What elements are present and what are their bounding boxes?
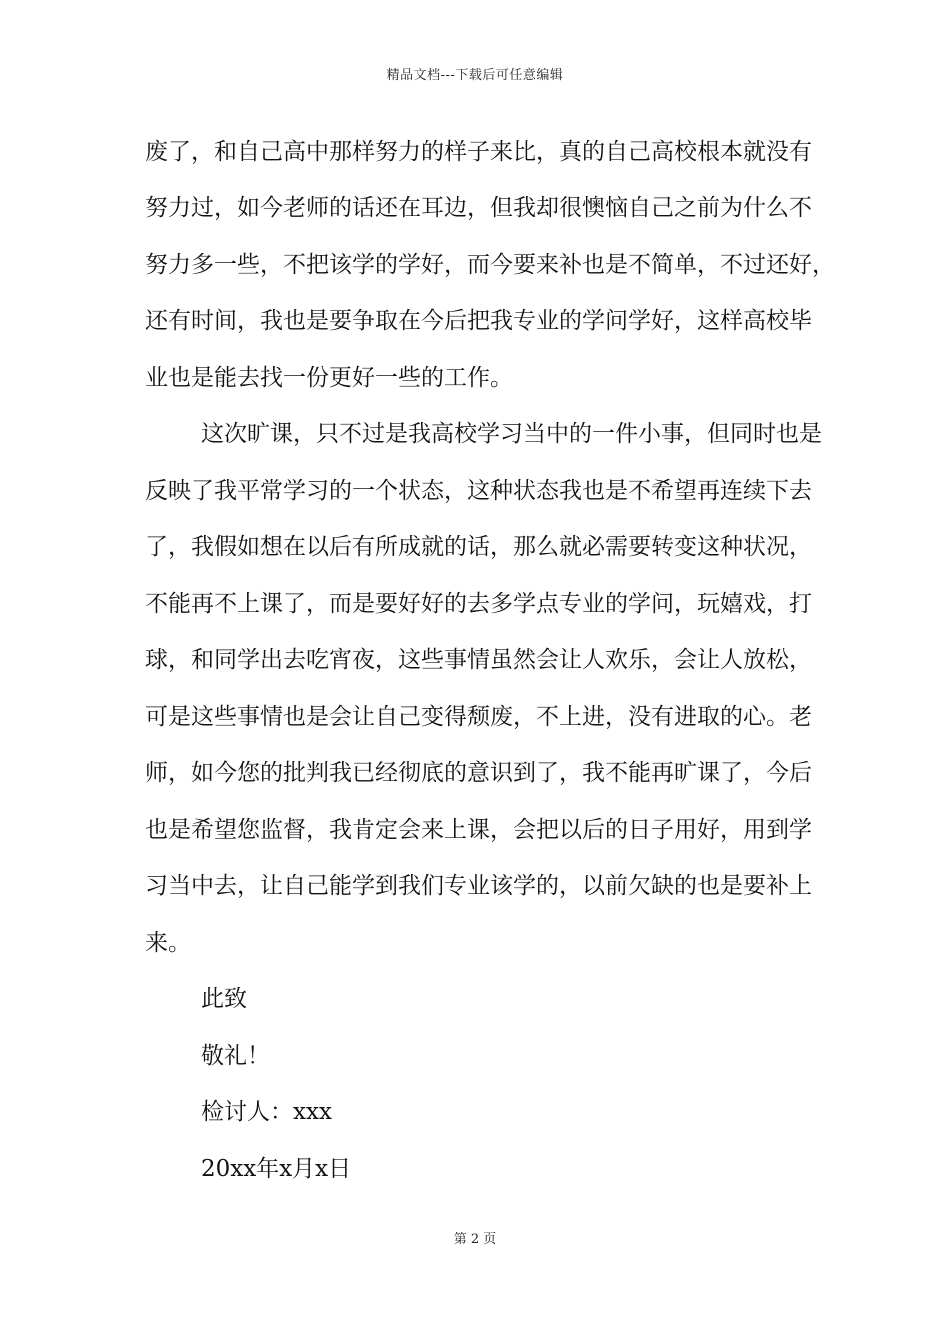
- page-number: 第 2 页: [453, 1232, 497, 1247]
- closing-author: 检讨人：xxx: [201, 1099, 332, 1125]
- paragraph-2-first-line: 这次旷课，只不过是我高校学习当中的一件小事，但同时也是: [201, 421, 822, 447]
- closing-respect: 敬礼！: [201, 1043, 270, 1069]
- body-line-11: 可是这些事情也是会让自己变得颓废，不上进，没有进取的心。老: [145, 704, 812, 730]
- body-line-7: 反映了我平常学习的一个状态，这种状态我也是不希望再连续下去: [145, 478, 812, 504]
- body-line-2: 努力过，如今老师的话还在耳边，但我却很懊恼自己之前为什么不: [145, 195, 812, 221]
- body-line-8: 了，我假如想在以后有所成就的话，那么就必需要转变这种状况，: [145, 534, 812, 560]
- body-line-14: 习当中去，让自己能学到我们专业该学的，以前欠缺的也是要补上: [145, 873, 812, 899]
- body-line-13: 也是希望您监督，我肯定会来上课，会把以后的日子用好，用到学: [145, 817, 812, 843]
- body-line-10: 球，和同学出去吃宵夜，这些事情虽然会让人欢乐，会让人放松，: [145, 647, 812, 673]
- body-line-1: 废了，和自己高中那样努力的样子来比，真的自己高校根本就没有: [145, 139, 812, 165]
- page-header: 精品文档---下载后可任意编辑: [386, 68, 564, 83]
- body-line-3: 努力多一些，不把该学的学好，而今要来补也是不简单，不过还好，: [145, 252, 835, 278]
- closing-salutation: 此致: [201, 986, 247, 1012]
- body-line-15: 来。: [145, 930, 191, 956]
- body-line-4: 还有时间，我也是要争取在今后把我专业的学问学好，这样高校毕: [145, 308, 812, 334]
- body-line-12: 师，如今您的批判我已经彻底的意识到了，我不能再旷课了，今后: [145, 760, 812, 786]
- body-line-9: 不能再不上课了，而是要好好的去多学点专业的学问，玩嬉戏，打: [145, 591, 812, 617]
- closing-date: 20xx年x月x日: [201, 1156, 352, 1182]
- body-line-5: 业也是能去找一份更好一些的工作。: [145, 365, 513, 391]
